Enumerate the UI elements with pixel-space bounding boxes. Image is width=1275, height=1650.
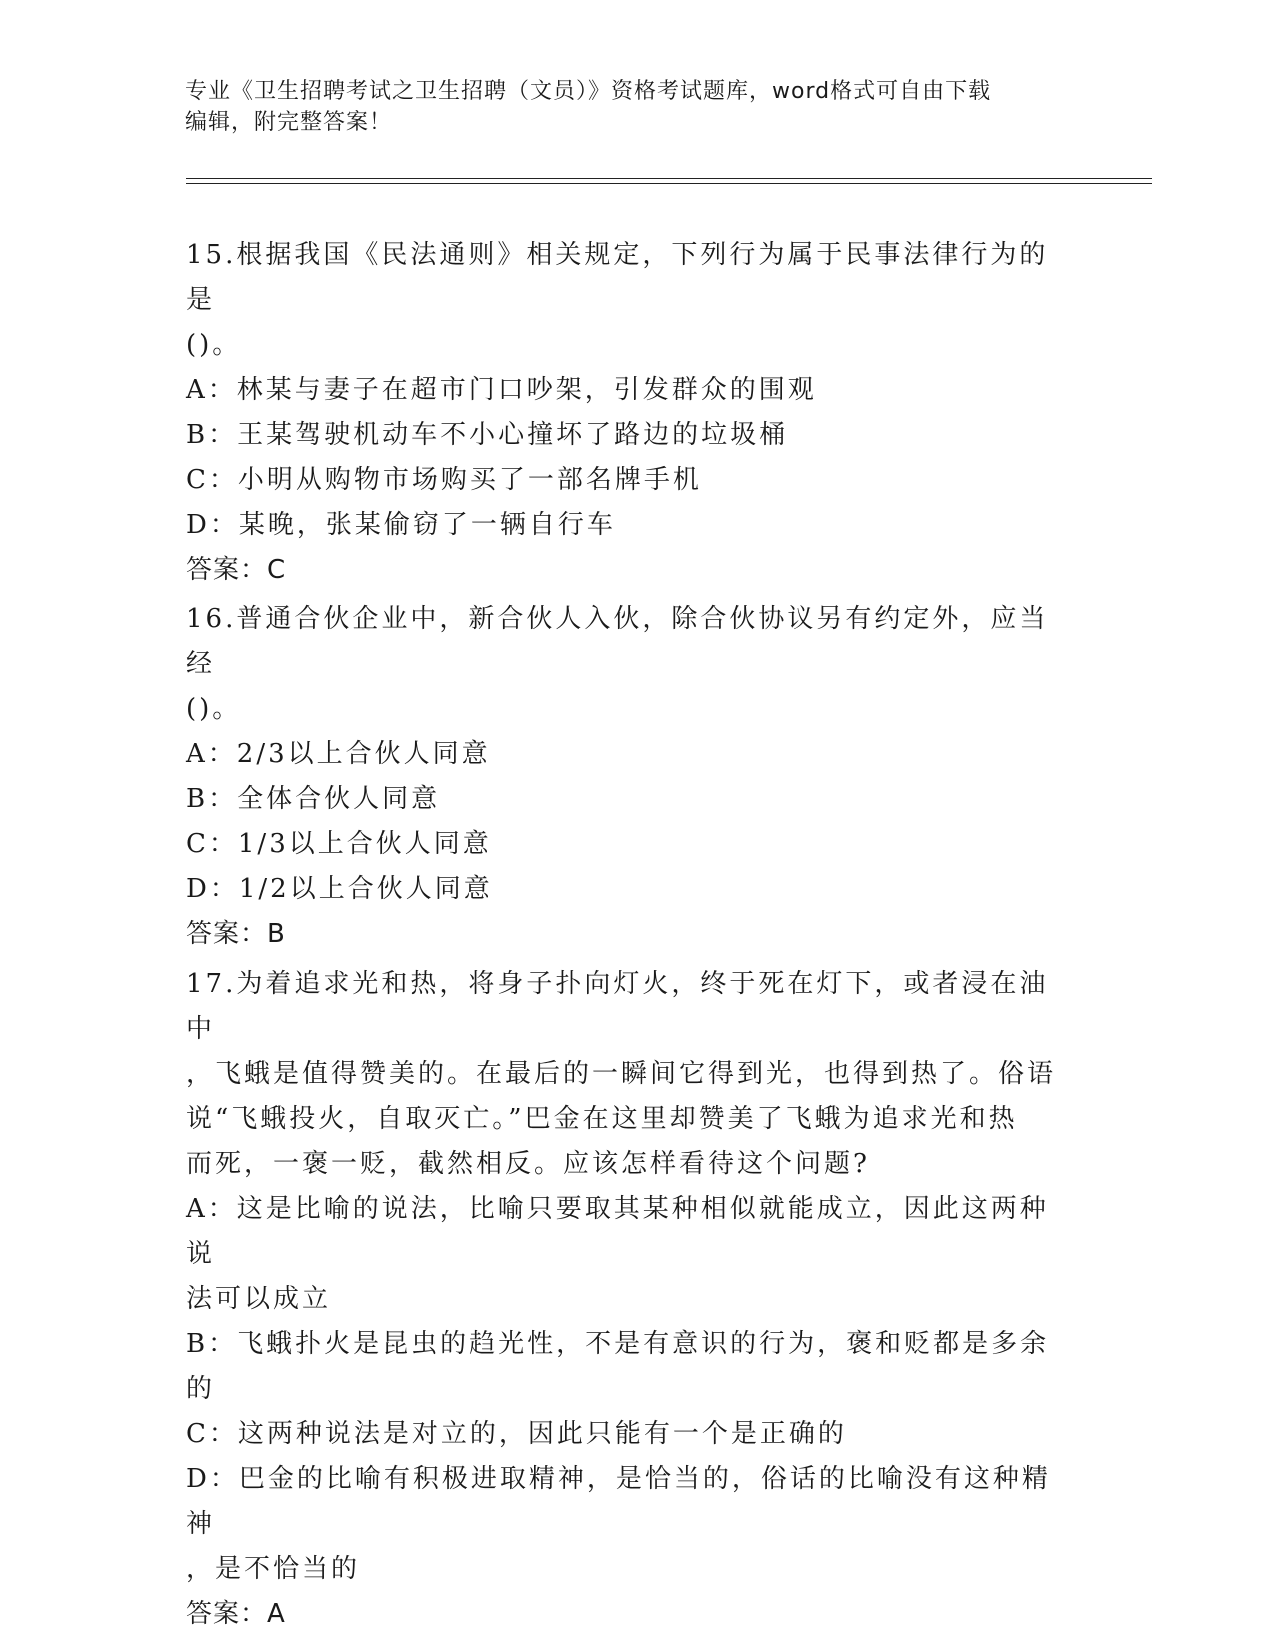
option-b: B：飞蛾扑火是昆虫的趋光性，不是有意识的行为，褒和贬都是多余的 — [186, 1329, 1050, 1404]
option-b: B：全体合伙人同意 — [186, 784, 441, 814]
question-stem-line: ，飞蛾是值得赞美的。在最后的一瞬间它得到光，也得到热了。俗语 — [186, 1059, 1057, 1089]
option-a: A：2/3以上合伙人同意 — [186, 739, 491, 769]
option-c: C：小明从购物市场购买了一部名牌手机 — [186, 465, 702, 495]
option-b: B：王某驾驶机动车不小心撞坏了路边的垃圾桶 — [186, 420, 789, 450]
header-line-2: 编辑，附完整答案！ — [185, 110, 393, 135]
question-stem-line: 说“飞蛾投火，自取灭亡。”巴金在这里却赞美了飞蛾为追求光和热 — [186, 1104, 1018, 1134]
question-stem-line: ()。 — [186, 694, 242, 724]
option-a: A：这是比喻的说法，比喻只要取其某种相似就能成立，因此这两种说 — [186, 1194, 1049, 1269]
question-16 — [186, 597, 1076, 957]
option-a-continued: 法可以成立 — [186, 1284, 332, 1314]
header-divider-bottom — [186, 183, 1152, 184]
question-stem-line: 16.普通合伙企业中，新合伙人入伙，除合伙协议另有约定外，应当经 — [186, 604, 1049, 679]
answer-label: 答案：A — [186, 1599, 286, 1629]
header-line-1: 专业《卫生招聘考试之卫生招聘（文员）》资格考试题库，word格式可自由下载 — [185, 79, 992, 104]
answer-label: 答案：B — [186, 919, 286, 949]
option-d: D：某晚，张某偷窃了一辆自行车 — [186, 510, 616, 540]
question-15 — [186, 233, 1076, 593]
option-d: D：巴金的比喻有积极进取精神，是恰当的，俗话的比喻没有这种精神 — [186, 1464, 1051, 1539]
question-stem-line: 而死，一褒一贬，截然相反。应该怎样看待这个问题? — [186, 1149, 870, 1179]
option-d: D：1/2以上合伙人同意 — [186, 874, 493, 904]
question-stem-line: 15.根据我国《民法通则》相关规定，下列行为属于民事法律行为的是 — [186, 240, 1049, 315]
header-divider-top — [186, 178, 1152, 179]
question-stem-line: 17.为着追求光和热，将身子扑向灯火，终于死在灯下，或者浸在油中 — [186, 969, 1049, 1044]
question-17 — [186, 962, 1076, 1637]
question-stem-line: ()。 — [186, 330, 242, 360]
document-header — [185, 76, 1085, 138]
option-a: A：林某与妻子在超市门口吵架，引发群众的围观 — [186, 375, 817, 405]
option-c: C：这两种说法是对立的，因此只能有一个是正确的 — [186, 1419, 847, 1449]
answer-label: 答案：C — [186, 555, 287, 585]
option-c: C：1/3以上合伙人同意 — [186, 829, 492, 859]
option-d-continued: ，是不恰当的 — [186, 1554, 361, 1584]
